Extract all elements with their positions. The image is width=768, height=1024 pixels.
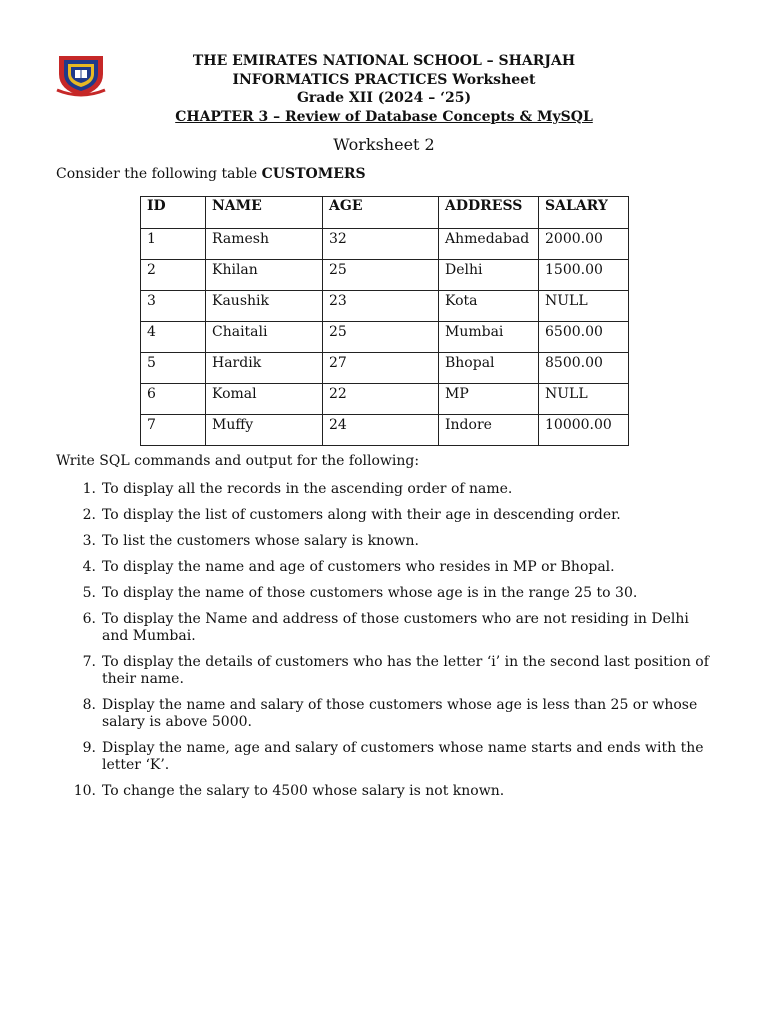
- table-cell: 2: [141, 260, 206, 291]
- table-cell: NULL: [539, 291, 629, 322]
- question-list: [56, 481, 716, 809]
- intro-lead: Consider the following table: [56, 166, 262, 182]
- table-cell: Kota: [439, 291, 539, 322]
- table-cell: Komal: [206, 384, 323, 415]
- table-cell: 3: [141, 291, 206, 322]
- worksheet-title: Worksheet 2: [333, 135, 435, 154]
- table-cell: NULL: [539, 384, 629, 415]
- question-number: 8.: [82, 697, 96, 713]
- question-number: 7.: [82, 654, 96, 670]
- table-row: [141, 322, 629, 353]
- question-item: [56, 481, 716, 498]
- question-item: [56, 740, 716, 774]
- table-cell: 22: [323, 384, 439, 415]
- question-text: To change the salary to 4500 whose salary is not known.: [102, 783, 505, 799]
- table-cell: Chaitali: [206, 322, 323, 353]
- table-header-row: [141, 197, 629, 229]
- question-number: 10.: [73, 783, 96, 799]
- table-cell: 1500.00: [539, 260, 629, 291]
- column-header: SALARY: [539, 197, 629, 229]
- school-name: THE EMIRATES NATIONAL SCHOOL – SHARJAH: [192, 53, 576, 69]
- table-cell: 7: [141, 415, 206, 446]
- table-cell: 24: [323, 415, 439, 446]
- table-cell: 6500.00: [539, 322, 629, 353]
- question-item: [56, 783, 716, 800]
- column-header: ID: [141, 197, 206, 229]
- table-body: [141, 229, 629, 446]
- question-number: 4.: [82, 559, 96, 575]
- instructions: Write SQL commands and output for the following:: [56, 453, 420, 469]
- school-crest-icon: [55, 52, 107, 98]
- table-cell: Ramesh: [206, 229, 323, 260]
- table-cell: 2000.00: [539, 229, 629, 260]
- table-cell: Ahmedabad: [439, 229, 539, 260]
- question-text: Display the name, age and salary of customers whose name starts and ends with the letter ‘K’.: [102, 740, 704, 773]
- question-item: [56, 654, 716, 688]
- table-cell: 25: [323, 322, 439, 353]
- table-cell: 4: [141, 322, 206, 353]
- question-text: To display all the records in the ascending order of name.: [102, 481, 513, 497]
- question-item: [56, 611, 716, 645]
- table-row: [141, 260, 629, 291]
- question-text: To display the details of customers who has the letter ‘i’ in the second last position of their name.: [102, 654, 709, 687]
- question-number: 5.: [82, 585, 96, 601]
- column-header: NAME: [206, 197, 323, 229]
- question-text: Display the name and salary of those customers whose age is less than 25 or whose salary is above 5000.: [102, 697, 698, 730]
- table-cell: Muffy: [206, 415, 323, 446]
- table-cell: Khilan: [206, 260, 323, 291]
- column-header: AGE: [323, 197, 439, 229]
- table-cell: Indore: [439, 415, 539, 446]
- table-cell: 8500.00: [539, 353, 629, 384]
- subject-title: INFORMATICS PRACTICES Worksheet: [232, 71, 536, 88]
- document-header: [150, 52, 618, 126]
- question-text: To display the name of those customers whose age is in the range 25 to 30.: [102, 585, 638, 601]
- table-cell: 32: [323, 229, 439, 260]
- table-cell: 10000.00: [539, 415, 629, 446]
- column-header: ADDRESS: [439, 197, 539, 229]
- grade-line: Grade XII (2024 – ‘25): [296, 90, 472, 106]
- question-item: [56, 697, 716, 731]
- intro-table-name: CUSTOMERS: [261, 166, 366, 182]
- table-cell: 6: [141, 384, 206, 415]
- question-text: To display the name and age of customers who resides in MP or Bhopal.: [102, 559, 615, 575]
- question-text: To display the Name and address of those customers who are not residing in Delhi and Mumbai.: [102, 611, 689, 644]
- table-cell: 27: [323, 353, 439, 384]
- question-text: To list the customers whose salary is known.: [102, 533, 419, 549]
- question-number: 9.: [82, 740, 96, 756]
- table-row: [141, 229, 629, 260]
- question-item: [56, 533, 716, 550]
- table-row: [141, 384, 629, 415]
- intro-text: [56, 166, 366, 182]
- question-number: 2.: [82, 507, 96, 523]
- table-cell: Hardik: [206, 353, 323, 384]
- table-row: [141, 415, 629, 446]
- table-cell: Kaushik: [206, 291, 323, 322]
- table-cell: 25: [323, 260, 439, 291]
- question-item: [56, 559, 716, 576]
- table-cell: Bhopal: [439, 353, 539, 384]
- question-item: [56, 585, 716, 602]
- table-cell: MP: [439, 384, 539, 415]
- chapter-title: CHAPTER 3 – Review of Database Concepts & MySQL: [175, 108, 593, 125]
- table-cell: Delhi: [439, 260, 539, 291]
- table-cell: 5: [141, 353, 206, 384]
- question-item: [56, 507, 716, 524]
- table-cell: 1: [141, 229, 206, 260]
- table-row: [141, 353, 629, 384]
- customers-table: [140, 196, 629, 446]
- question-number: 1.: [82, 481, 96, 497]
- question-number: 6.: [82, 611, 96, 627]
- table-row: [141, 291, 629, 322]
- table-cell: Mumbai: [439, 322, 539, 353]
- question-text: To display the list of customers along with their age in descending order.: [102, 507, 621, 523]
- question-number: 3.: [82, 533, 96, 549]
- table-cell: 23: [323, 291, 439, 322]
